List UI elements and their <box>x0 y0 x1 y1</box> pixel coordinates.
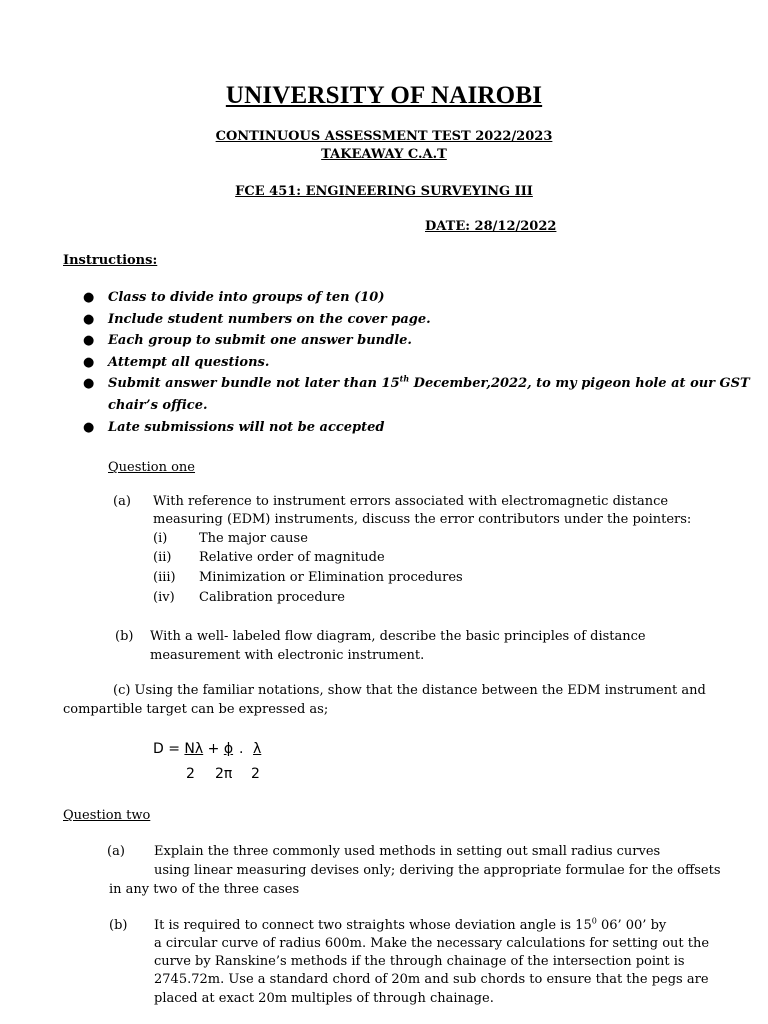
q2-a-text-line1: Explain the three commonly used methods in setting out small radius curves <box>154 844 661 859</box>
bullet-icon: ● <box>83 333 95 349</box>
q1-c-text-line1: (c) Using the familiar notations, show that the distance between the EDM instrument and <box>113 683 706 698</box>
bullet-icon: ● <box>83 419 95 435</box>
instruction-text: Each group to submit one answer bundle. <box>108 333 412 349</box>
q1-b-text-line1: With a well- labeled flow diagram, describe the basic principles of distance <box>150 629 646 644</box>
instructions-list <box>83 287 750 438</box>
takeaway-title: TAKEAWAY C.A.T <box>321 147 447 162</box>
list-item <box>83 352 723 374</box>
distance-formula: D = Nλ + ϕ <box>153 741 234 757</box>
q2-a-label: (a) <box>107 844 125 859</box>
q2-b-text-line3: curve by Ranskine’s methods if the through chainage of the intersection point is <box>154 954 685 969</box>
q1-a-text-line1: With reference to instrument errors associated with electromagnetic distance <box>153 494 669 509</box>
q2-a-text-line2: using linear measuring devises only; deriving the appropriate formulae for the offsets <box>154 863 721 878</box>
q1-pointer-text: The major cause <box>199 531 308 546</box>
q1-pointer-label: (i) <box>153 531 168 546</box>
test-title: CONTINUOUS ASSESSMENT TEST 2022/2023 <box>215 129 553 144</box>
q2-b-label: (b) <box>109 918 128 933</box>
q2-b-text-line2: a circular curve of radius 600m. Make the necessary calculations for setting out the <box>154 936 710 951</box>
q2-a-text-line3: in any two of the three cases <box>109 882 300 897</box>
instruction-text: Submit answer bundle not later than 15th December,2022, to my pigeon hole at our GST <box>108 374 750 392</box>
instruction-text: Attempt all questions. <box>108 354 270 370</box>
question-two-heading: Question two <box>63 808 151 823</box>
q1-c-text-line2: compartible target can be expressed as; <box>63 702 329 717</box>
q1-pointer-label: (ii) <box>153 550 172 565</box>
q1-pointer-text: Minimization or Elimination procedures <box>199 570 463 585</box>
q2-b-text-line1: It is required to connect two straights whose deviation angle is $15^0$ 06’ 00’ by <box>154 916 667 933</box>
list-item <box>83 309 723 331</box>
q1-pointer-text: Calibration procedure <box>199 590 345 605</box>
bullet-icon: ● <box>83 354 95 370</box>
instruction-text: Late submissions will not be accepted <box>108 419 385 435</box>
instruction-text-continued: chair’s office. <box>108 397 208 413</box>
q1-pointer-label: (iv) <box>153 590 175 605</box>
q1-b-label: (b) <box>115 629 134 644</box>
course-title: FCE 451: ENGINEERING SURVEYING III <box>235 184 533 199</box>
list-item <box>83 330 723 352</box>
formula-dot: . <box>239 741 244 757</box>
formula-lambda: λ <box>253 741 262 757</box>
instruction-text: Include student numbers on the cover page. <box>108 311 431 327</box>
q1-pointer-text: Relative order of magnitude <box>199 550 385 565</box>
q2-b-text-line5: placed at exact 20m multiples of through chainage. <box>154 991 494 1006</box>
instruction-text: Class to divide into groups of ten (10) <box>108 290 385 305</box>
exam-date: DATE: 28/12/2022 <box>425 219 557 234</box>
q1-pointer-label: (iii) <box>153 570 176 585</box>
list-item <box>83 417 723 439</box>
q1-a-label: (a) <box>113 494 131 509</box>
formula-denominator-1: 2 <box>186 766 195 782</box>
bullet-icon: ● <box>83 311 95 327</box>
instructions-heading: Instructions: <box>63 253 158 268</box>
list-item <box>83 287 723 309</box>
question-one-heading: Question one <box>108 460 196 475</box>
formula-denominator-3: 2 <box>251 766 260 782</box>
bullet-icon: ● <box>83 290 95 305</box>
q2-b-text-line4: 2745.72m. Use a standard chord of 20m and sub chords to ensure that the pegs are <box>154 972 709 987</box>
q1-a-text-line2: measuring (EDM) instruments, discuss the error contributors under the pointers: <box>153 512 692 527</box>
q1-b-text-line2: measurement with electronic instrument. <box>150 648 425 663</box>
list-item <box>83 373 750 416</box>
bullet-icon: ● <box>83 376 95 392</box>
university-title: UNIVERSITY OF NAIROBI <box>225 82 543 109</box>
formula-denominator-2: 2π <box>215 766 233 782</box>
